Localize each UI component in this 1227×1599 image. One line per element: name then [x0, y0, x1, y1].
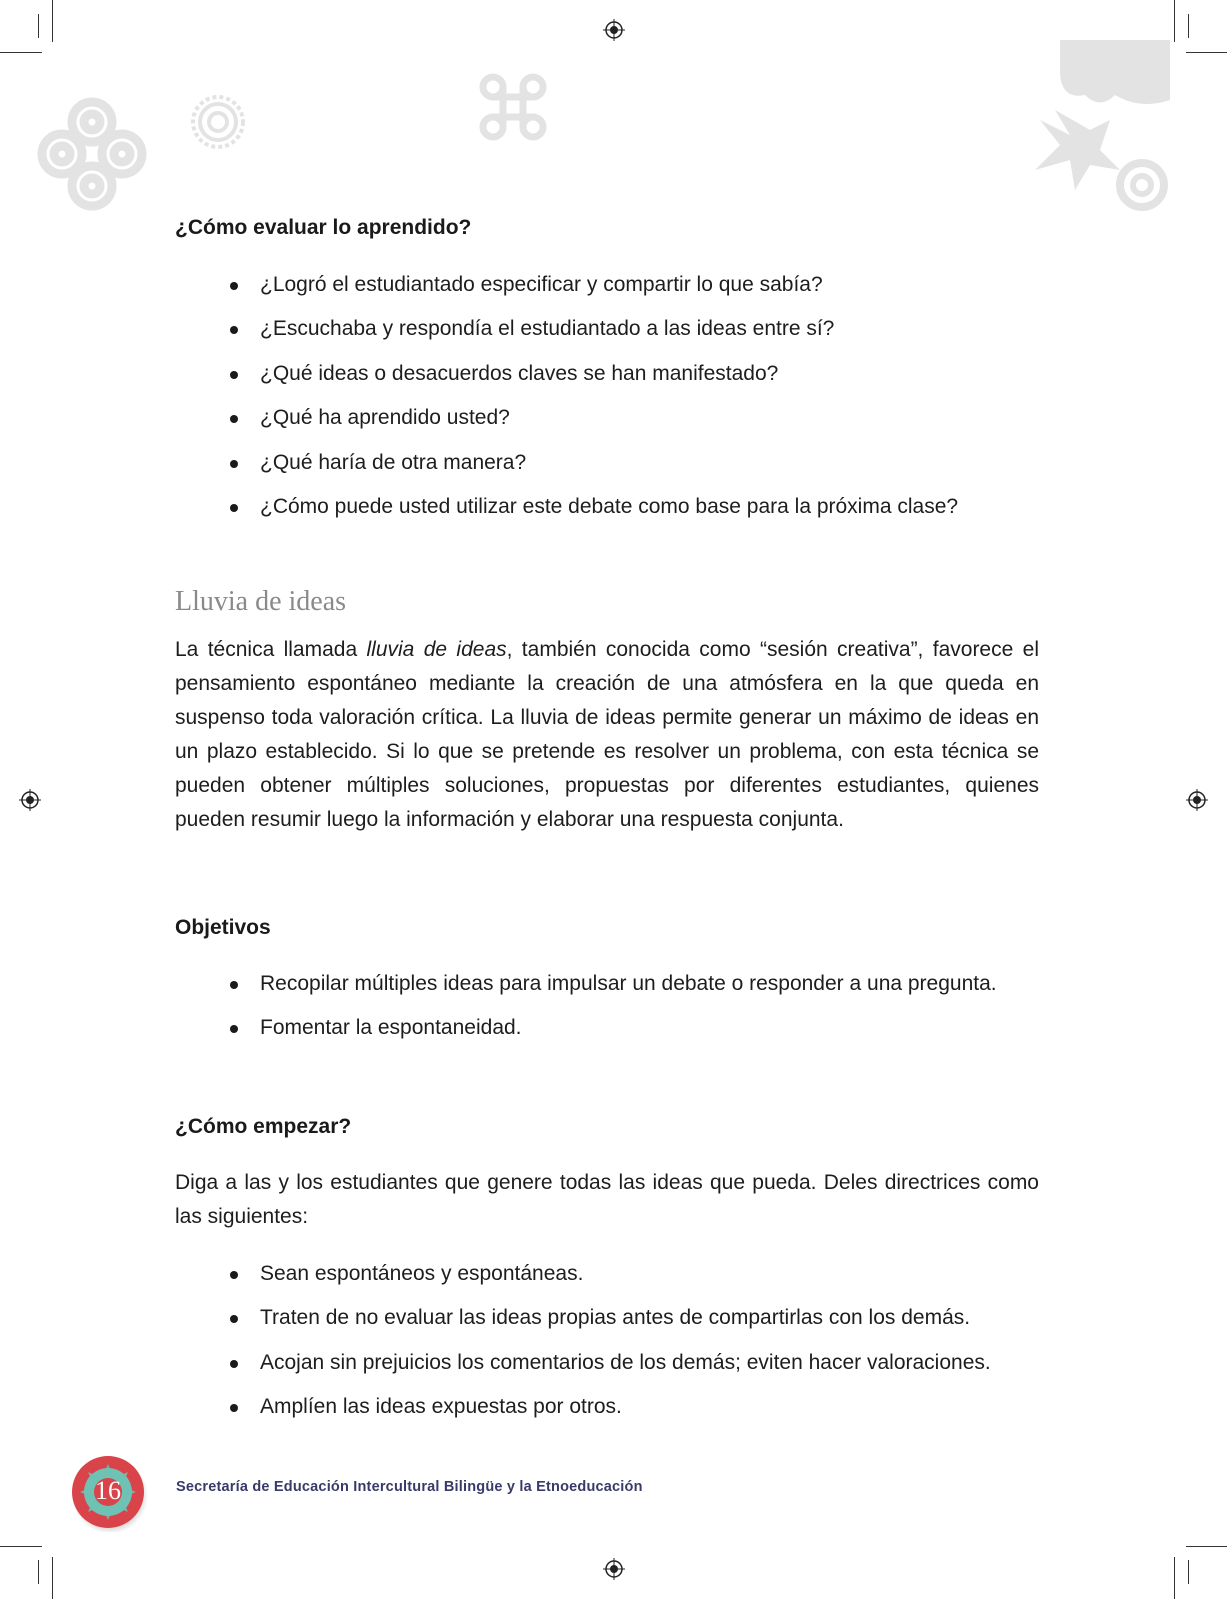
- lluvia-paragraph: [175, 633, 1039, 837]
- knot-ornament-icon: [478, 72, 548, 142]
- list-item: Recopilar múltiples ideas para impulsar un debate o responder a una pregunta.: [218, 962, 997, 1006]
- section-heading-empezar: ¿Cómo empezar?: [175, 1115, 352, 1138]
- section-heading-objetivos: Objetivos: [175, 916, 271, 939]
- sun-ornament-icon: [190, 94, 246, 150]
- corner-ornament-icon: [1030, 40, 1170, 240]
- page-number: 16: [95, 1476, 121, 1505]
- paragraph-text: , también conocida como “sesión creativa”, favorece el pensamiento espontáneo mediante la creación de una atmósfera en la que queda en suspenso toda valoración crítica. La lluvia de ideas permite generar un máximo de ideas en un plazo establecido. Si lo que se pretende es resolver un problema, con esta técnica se pueden obtener múltiples soluciones, propuestas por diferentes estudiantes, quienes pueden resumir luego la información y elaborar una respuesta conjunta.: [175, 638, 1039, 831]
- list-item: ¿Logró el estudiantado especificar y compartir lo que sabía?: [218, 263, 958, 307]
- list-item: Acojan sin prejuicios los comentarios de los demás; eviten hacer valoraciones.: [218, 1341, 991, 1385]
- section-heading-evaluar: ¿Cómo evaluar lo aprendido?: [175, 216, 472, 239]
- registration-mark-icon: [603, 19, 625, 41]
- list-item: ¿Escuchaba y respondía el estudiantado a las ideas entre sí?: [218, 307, 958, 351]
- objetivos-bullet-list: [218, 962, 997, 1051]
- registration-mark-icon: [1186, 789, 1208, 811]
- list-item: ¿Qué haría de otra manera?: [218, 441, 958, 485]
- footer-publisher: Secretaría de Educación Intercultural Bilingüe y la Etnoeducación: [176, 1479, 643, 1495]
- list-item: Traten de no evaluar las ideas propias antes de compartirlas con los demás.: [218, 1296, 991, 1340]
- list-item: ¿Qué ideas o desacuerdos claves se han manifestado?: [218, 352, 958, 396]
- empezar-paragraph: Diga a las y los estudiantes que genere todas las ideas que pueda. Deles directrices como las siguientes:: [175, 1171, 1039, 1228]
- list-item: Amplíen las ideas expuestas por otros.: [218, 1385, 991, 1429]
- paragraph-text: La técnica llamada: [175, 638, 367, 661]
- list-item: ¿Qué ha aprendido usted?: [218, 396, 958, 440]
- empezar-bullet-list: [218, 1252, 991, 1430]
- list-item: ¿Cómo puede usted utilizar este debate como base para la próxima clase?: [218, 485, 958, 529]
- spiral-ornament-icon: [36, 92, 148, 216]
- registration-mark-icon: [19, 789, 41, 811]
- list-item: Sean espontáneos y espontáneas.: [218, 1252, 991, 1296]
- section-title-lluvia: Lluvia de ideas: [175, 586, 347, 617]
- paragraph-emphasis: lluvia de ideas: [366, 638, 507, 661]
- registration-mark-icon: [603, 1558, 625, 1580]
- evaluar-bullet-list: [218, 263, 958, 529]
- list-item: Fomentar la espontaneidad.: [218, 1006, 997, 1050]
